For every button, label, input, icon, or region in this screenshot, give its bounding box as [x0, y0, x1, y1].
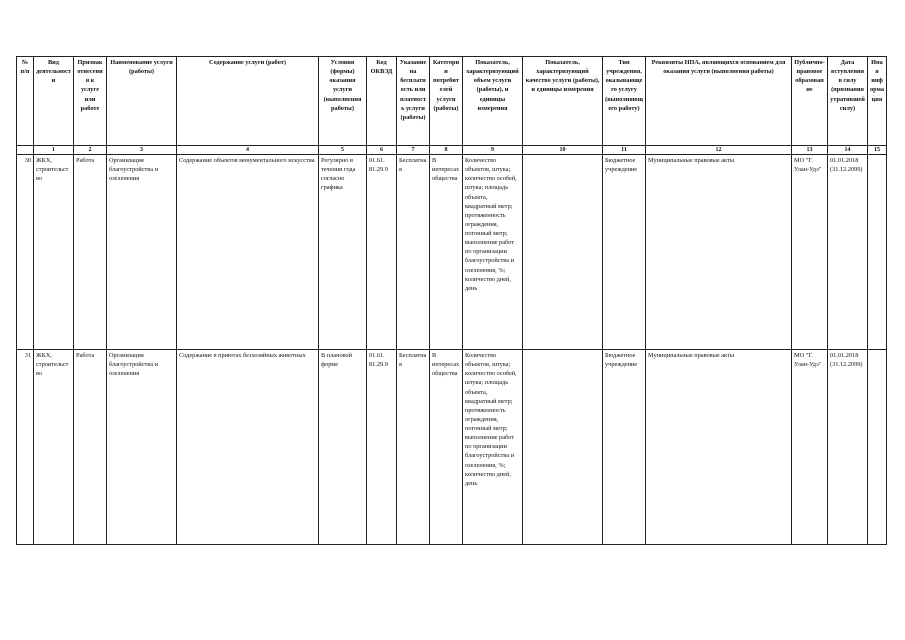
service-name-cell: Организация благоустройства и озеленения [107, 155, 177, 350]
kind-cell: Работа [74, 350, 107, 545]
okved-cell: 01.61. 81.29.9 [367, 350, 397, 545]
activity-cell: ЖКХ, строительство [34, 155, 74, 350]
header-content: Содержание услуги (работ) [177, 57, 319, 146]
conditions-cell: В плановой форме [319, 350, 367, 545]
column-number: 13 [792, 146, 828, 155]
institution-cell: Бюджетное учреждение [603, 350, 646, 545]
quality-cell [523, 350, 603, 545]
conditions-cell: Регулярно в течении года согласно графика [319, 155, 367, 350]
volume-cell: Количество объектов, штука; количество особей, штука; площадь объекта, квадратный метр; протяженность ограждения, погонный метр; выполнение работ по организации благоустройства и озеленения, %; количество дней, день [463, 155, 523, 350]
content-cell: Содержание в приютах безхозяйных животных [177, 350, 319, 545]
kind-cell: Работа [74, 155, 107, 350]
column-number: 14 [828, 146, 868, 155]
content-cell: Содержание объектов монументального искусства [177, 155, 319, 350]
service-name-cell: Организация благоустройства и озеленения [107, 350, 177, 545]
npa-cell: Муниципальные правовые акты [646, 155, 792, 350]
other-cell [868, 155, 887, 350]
table-row [17, 350, 887, 545]
header-date: Дата вступления в силу (признания утратившей силу) [828, 57, 868, 146]
column-number: 11 [603, 146, 646, 155]
header-conditions: Условия (формы) оказания услуги (выполнения работы) [319, 57, 367, 146]
okved-cell: 01.61. 81.29.9 [367, 155, 397, 350]
registry-table [16, 56, 887, 545]
row-number: 31 [17, 350, 34, 545]
institution-cell: Бюджетное учреждение [603, 155, 646, 350]
row-number: 30 [17, 155, 34, 350]
column-number: 3 [107, 146, 177, 155]
header-npa: Реквизиты НПА, являющихся основанием для оказания услуги (выполнения работы) [646, 57, 792, 146]
date-cell: 01.01.2018 (31.12.2099) [828, 350, 868, 545]
header-quality: Показатель, характеризующий качество услуги (работы), и единицы измерения [523, 57, 603, 146]
column-number: 2 [74, 146, 107, 155]
header-entity: Публично-правовое образование [792, 57, 828, 146]
header-volume: Показатель, характеризующий объем услуги (работы), и единицы измерения [463, 57, 523, 146]
npa-cell: Муниципальные правовые акты [646, 350, 792, 545]
volume-cell: Количество объектов, штука; количество особей, штука; площадь объекта, квадратный метр; протяженность ограждения, погонный метр; выполнение работ по организации благоустройства и озеленения, %; количество дней, день [463, 350, 523, 545]
table-row [17, 155, 887, 350]
quality-cell [523, 155, 603, 350]
header-okved: Код ОКВЭД [367, 57, 397, 146]
header-consumers: Категории потребителей услуги (работы) [430, 57, 463, 146]
header-name: Наименование услуги (работы) [107, 57, 177, 146]
column-number: 12 [646, 146, 792, 155]
column-number: 6 [367, 146, 397, 155]
column-number: 8 [430, 146, 463, 155]
column-number: 7 [397, 146, 430, 155]
column-number-row [17, 146, 887, 155]
column-number: 9 [463, 146, 523, 155]
entity-cell: МО "Г. Улан-Удэ" [792, 350, 828, 545]
consumers-cell: В интересах общества [430, 155, 463, 350]
payment-cell: Бесплатная [397, 155, 430, 350]
date-cell: 01.01.2018 (31.12.2099) [828, 155, 868, 350]
header-row [17, 57, 887, 146]
column-number [17, 146, 34, 155]
other-cell [868, 350, 887, 545]
consumers-cell: В интересах общества [430, 350, 463, 545]
column-number: 15 [868, 146, 887, 155]
payment-cell: Бесплатная [397, 350, 430, 545]
column-number: 1 [34, 146, 74, 155]
column-number: 10 [523, 146, 603, 155]
header-activity: Вид деятельности [34, 57, 74, 146]
header-institution: Тип учреждения, оказывающего услугу (выполняющего работу) [603, 57, 646, 146]
activity-cell: ЖКХ, строительство [34, 350, 74, 545]
header-payment: Указание на бесплатность или платность услуги (работы) [397, 57, 430, 146]
header-other: Иная информация [868, 57, 887, 146]
header-kind: Признак отнесения к услуге или работе [74, 57, 107, 146]
entity-cell: МО "Г. Улан-Удэ" [792, 155, 828, 350]
column-number: 5 [319, 146, 367, 155]
column-number: 4 [177, 146, 319, 155]
header-num: № п/п [17, 57, 34, 146]
